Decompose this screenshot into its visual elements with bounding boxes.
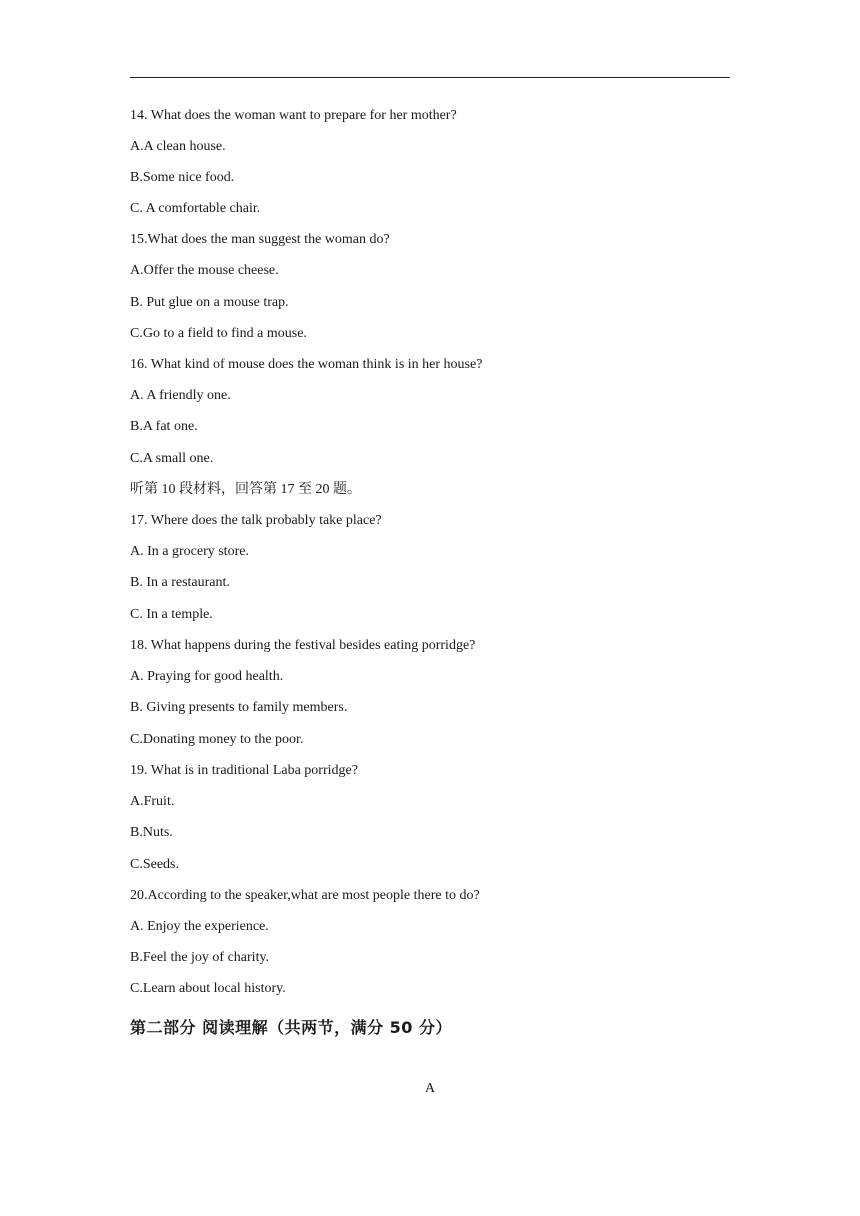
question-17: 17. Where does the talk probably take place? <box>130 513 382 528</box>
question-16: 16. What kind of mouse does the woman think is in her house? <box>130 357 483 372</box>
question-15: 15.What does the man suggest the woman do? <box>130 232 390 247</box>
question-19: 19. What is in traditional Laba porridge? <box>130 763 358 778</box>
listening-instruction: 听第 10 段材料，回答第 17 至 20 题。 <box>130 482 361 497</box>
question-18: 18. What happens during the festival besides eating porridge? <box>130 638 476 653</box>
option-16-a: A. A friendly one. <box>130 388 231 403</box>
option-18-b: B. Giving presents to family members. <box>130 700 348 715</box>
option-17-b: B. In a restaurant. <box>130 575 230 590</box>
option-16-b: B.A fat one. <box>130 419 198 434</box>
header-rule <box>130 77 730 78</box>
question-14: 14. What does the woman want to prepare for her mother? <box>130 108 457 123</box>
option-19-a: A.Fruit. <box>130 794 175 809</box>
question-20: 20.According to the speaker,what are most people there to do? <box>130 888 480 903</box>
option-19-c: C.Seeds. <box>130 857 179 872</box>
option-16-c: C.A small one. <box>130 451 214 466</box>
passage-label: A <box>424 1081 436 1096</box>
option-14-a: A.A clean house. <box>130 139 226 154</box>
option-18-c: C.Donating money to the poor. <box>130 732 304 747</box>
option-15-b: B. Put glue on a mouse trap. <box>130 295 289 310</box>
option-14-b: B.Some nice food. <box>130 170 235 185</box>
option-20-c: C.Learn about local history. <box>130 981 286 996</box>
option-14-c: C. A comfortable chair. <box>130 201 261 216</box>
option-15-c: C.Go to a field to find a mouse. <box>130 326 307 341</box>
section-title: 第二部分 阅读理解（共两节，满分 50 分） <box>130 1018 452 1037</box>
option-15-a: A.Offer the mouse cheese. <box>130 263 279 278</box>
option-18-a: A. Praying for good health. <box>130 669 284 684</box>
option-17-a: A. In a grocery store. <box>130 544 249 559</box>
option-20-a: A. Enjoy the experience. <box>130 919 269 934</box>
option-19-b: B.Nuts. <box>130 825 173 840</box>
option-17-c: C. In a temple. <box>130 607 213 622</box>
option-20-b: B.Feel the joy of charity. <box>130 950 270 965</box>
